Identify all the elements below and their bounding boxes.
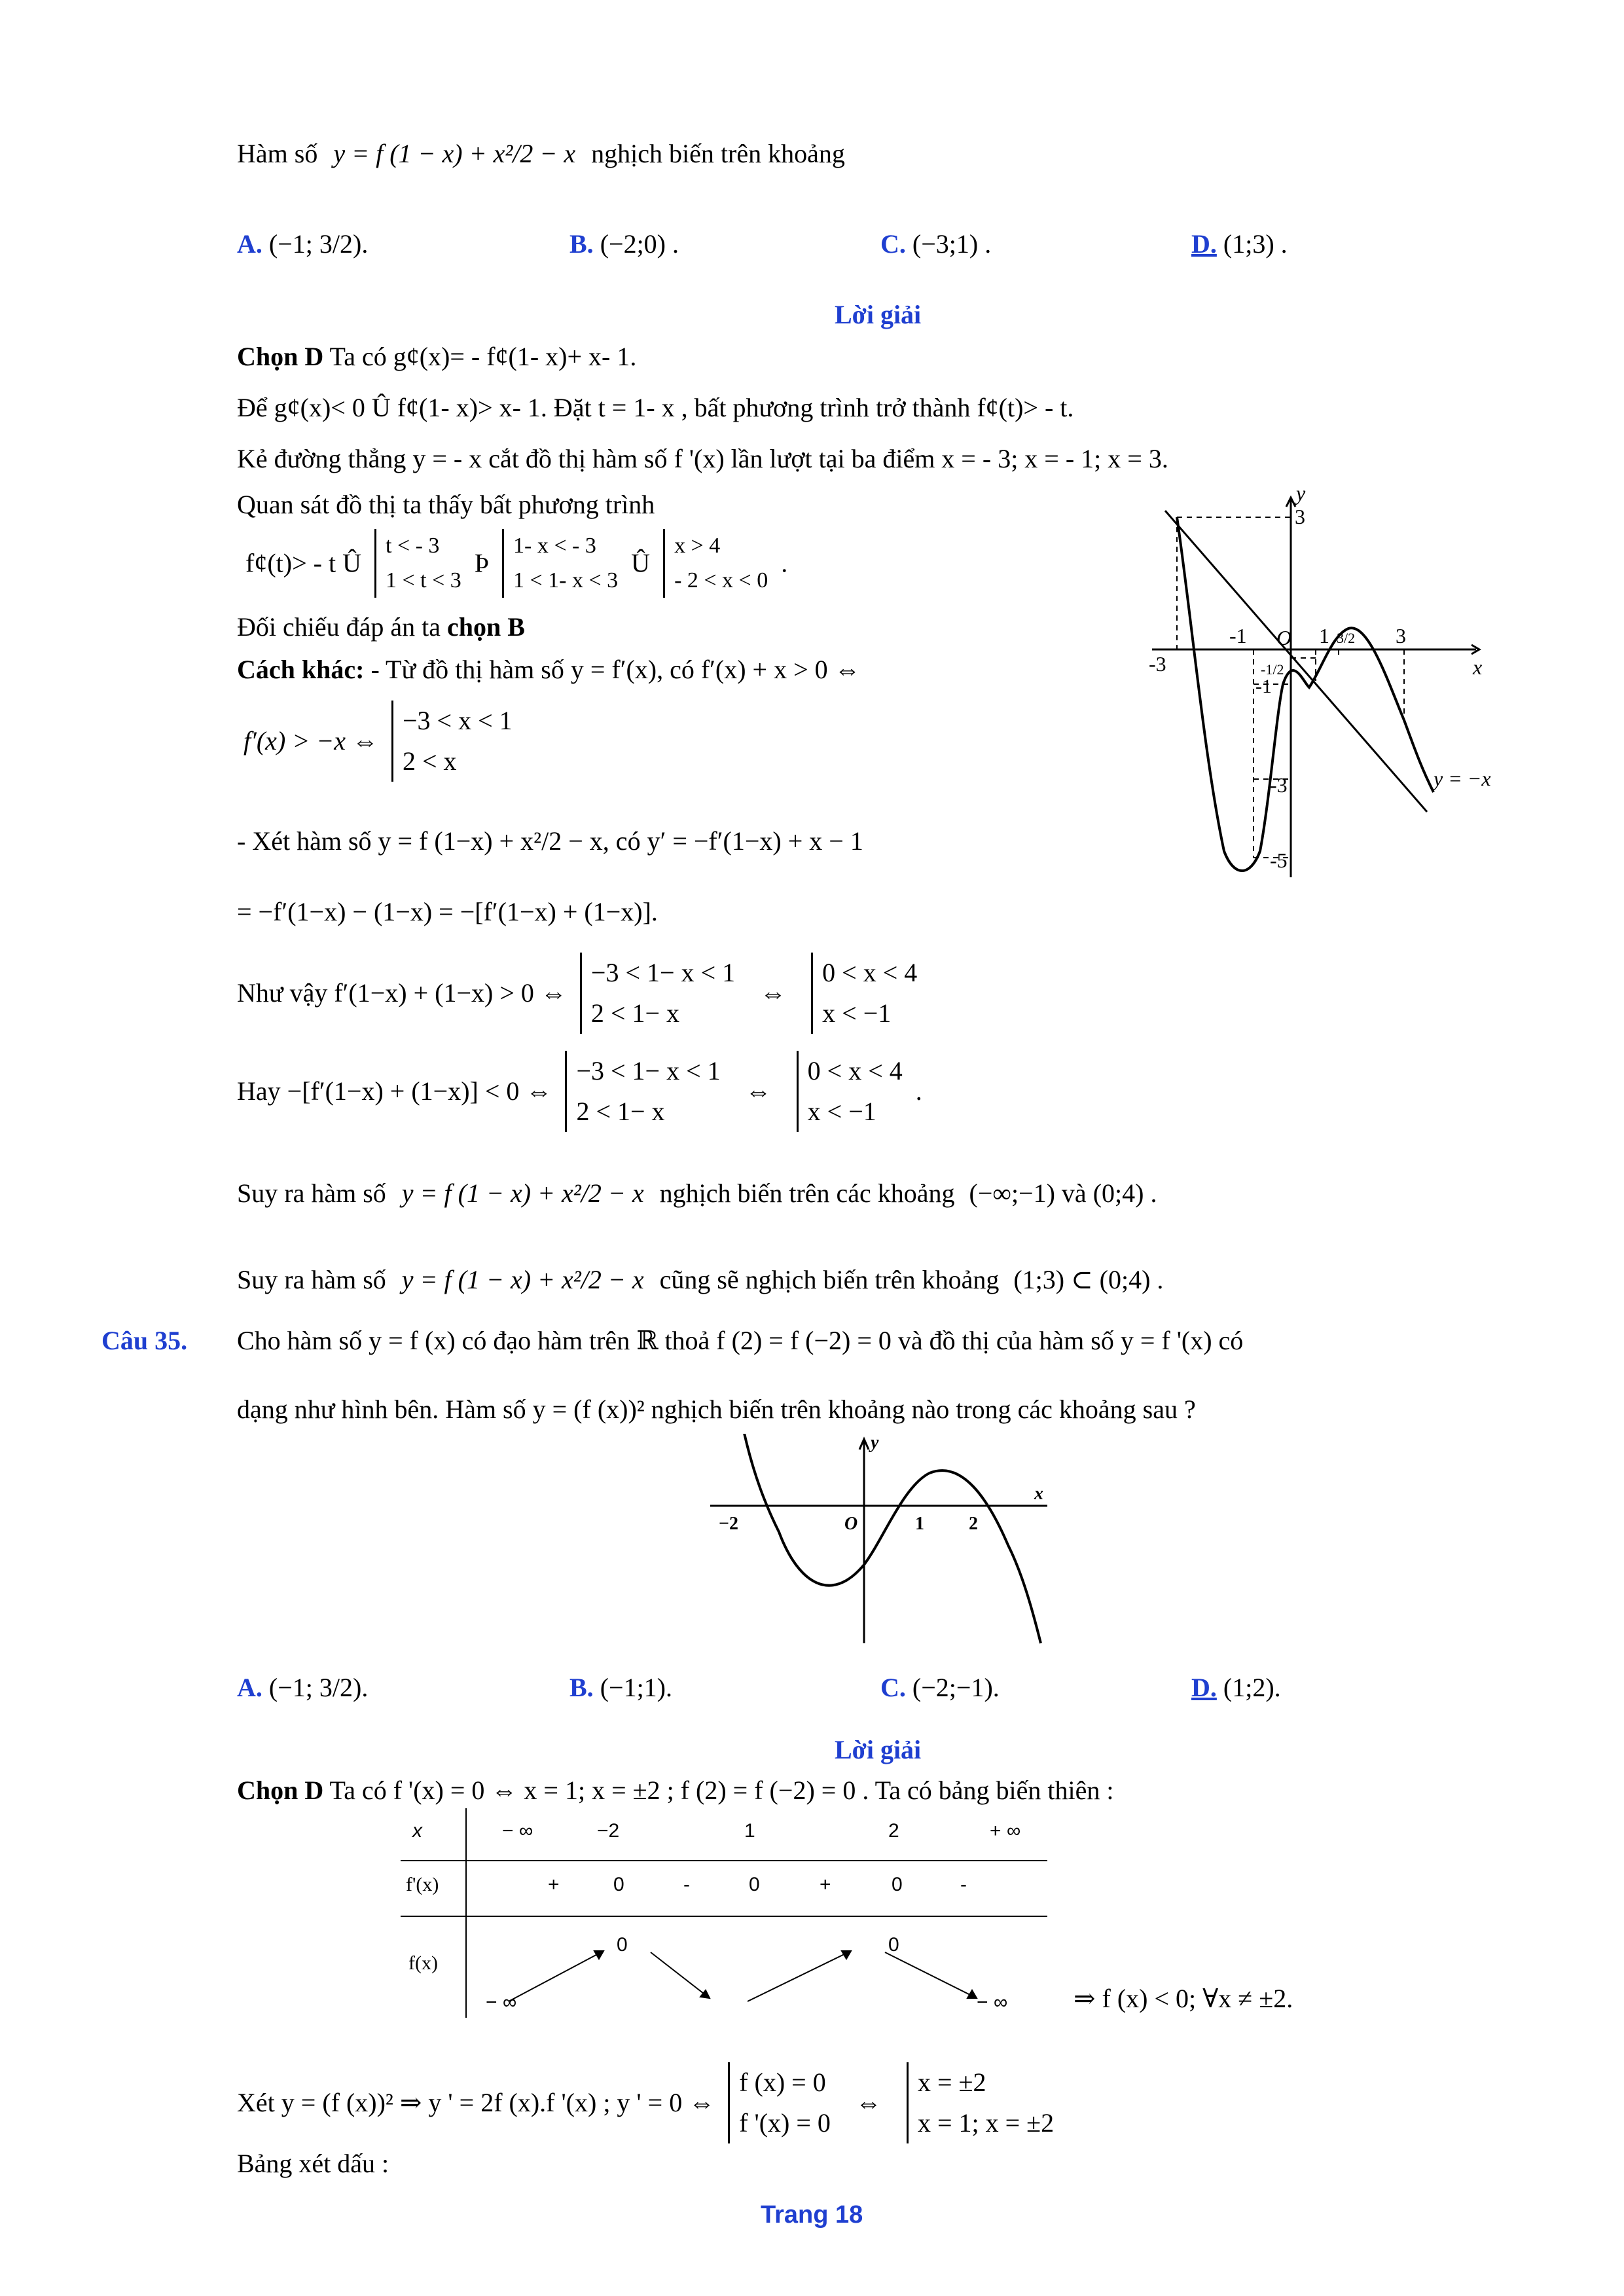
x-value: + ∞	[990, 1820, 1021, 1842]
q34-option-b[interactable]: B. (−2;0) .	[569, 229, 679, 259]
table-conclusion: ⇒ f (x) < 0; ∀x ≠ ±2.	[1074, 1984, 1293, 2013]
fprime-sign: 0	[613, 1874, 624, 1895]
solution2-heading: Lời giải	[835, 1735, 922, 1764]
suy-ra-line2: Suy ra hàm số y = f (1 − x) + x²/2 − x cũng sẽ nghịch biến trên khoảng (1;3) ⊂ (0;4) .	[237, 1265, 1164, 1294]
fprime-sign: -	[960, 1874, 967, 1895]
solution2-line1: Chọn D Ta có f '(x) = 0 ⇔ x = 1; x = ±2 ; f (2) = f (−2) = 0 . Ta có bảng biến thiên :	[237, 1776, 1114, 1805]
q34-stem	[237, 139, 845, 169]
origin-label: O	[1276, 626, 1292, 649]
axis-label-y: y	[871, 1434, 879, 1453]
stem-prefix: Hàm số	[237, 139, 318, 168]
xet-line: - Xét hàm số y = f (1−x) + x²/2 − x, có y′ = −f′(1−x) + x − 1	[237, 826, 863, 856]
variation-table	[401, 1808, 1047, 2018]
tick-neg3-x: -3	[1149, 652, 1166, 676]
q34-option-c[interactable]: C. (−3;1) .	[880, 229, 992, 259]
tick-1-x: 1	[1319, 624, 1329, 647]
axis-label-x: x	[1034, 1484, 1043, 1504]
origin-label: O	[844, 1514, 858, 1534]
tick-1: 1	[915, 1514, 924, 1534]
derivative-line: = −f′(1−x) − (1−x) = −[f′(1−x) + (1−x)].	[237, 897, 658, 926]
q35-number: Câu 35.	[101, 1326, 188, 1355]
stem-expression: y = f (1 − x) + x²/2 − x	[333, 139, 576, 168]
x-value: 2	[888, 1820, 899, 1842]
solution1-line1: Chọn D Ta có g¢(x)= - f¢(1- x)+ x- 1.	[237, 342, 637, 371]
xet-line-2: Xét y = (f (x))² ⇒ y ' = 2f (x).f '(x) ; y ' = 0 ⇔ f (x) = 0 f '(x) = 0 ⇔ x = ±2 x = 1; x = ±2	[237, 2062, 1060, 2143]
solution1-line2: Để g¢(x)< 0 Û f¢(1- x)> x- 1. Đặt t = 1- x , bất phương trình trở thành f¢(t)> - t.	[237, 393, 1074, 422]
tick-neg1-y: -1	[1255, 676, 1272, 697]
f-value: − ∞	[977, 1992, 1008, 2013]
f-prime-curve	[1177, 517, 1434, 871]
derivative-graph-2	[707, 1434, 1060, 1650]
f-value: − ∞	[486, 1992, 517, 2013]
x-value: − ∞	[502, 1820, 533, 1842]
axis-label-x: x	[1473, 655, 1483, 679]
fprime-sign: +	[820, 1874, 831, 1895]
fprime-sign: 0	[749, 1874, 760, 1895]
f-value: 0	[617, 1934, 628, 1956]
tick-2: 2	[969, 1514, 978, 1534]
bang-xet-dau: Bảng xét dấu :	[237, 2149, 389, 2178]
q35-line1: Cho hàm số y = f (x) có đạo hàm trên ℝ thoả f (2) = f (−2) = 0 và đồ thị của hàm số y = f '(x) có	[237, 1326, 1244, 1355]
tick-3-x: 3	[1396, 624, 1406, 647]
stem-suffix: nghịch biến trên khoảng	[591, 139, 845, 168]
fprime-sign: -	[683, 1874, 690, 1895]
tick-neg3-y: -3	[1270, 773, 1288, 797]
f-value: 0	[888, 1934, 899, 1956]
tick-neg-half-y: -1/2	[1261, 661, 1284, 678]
derivative-graph-1	[1146, 484, 1551, 890]
q35-line2: dạng như hình bên. Hàm số y = (f (x))² nghịch biến trên khoảng nào trong các khoảng sau ?	[237, 1394, 1196, 1424]
line-label: y = −x	[1434, 767, 1491, 790]
q34-option-d[interactable]: D. (1;3) .	[1191, 229, 1288, 259]
x-value: −2	[597, 1820, 620, 1842]
tick-3-2-x: 3/2	[1337, 630, 1356, 646]
fprime-sign: +	[548, 1874, 560, 1895]
fprime-sign: 0	[892, 1874, 903, 1895]
solution1-system: f¢(t)> - t Û t < - 3 1 < t < 3 Þ 1- x < - 3 1 < 1- x < 3 Û x > 4 - 2 < x < 0 .	[245, 529, 787, 598]
row-f-label: f(x)	[408, 1952, 438, 1974]
line-y-neg-x	[1165, 511, 1427, 812]
q35-option-d[interactable]: D. (1;2).	[1191, 1673, 1281, 1702]
x-value: 1	[744, 1820, 755, 1842]
q34-option-a[interactable]: A. (−1; 3/2).	[237, 229, 369, 259]
f-prime-curve-2	[743, 1434, 1041, 1643]
solution1-line4: Quan sát đồ thị ta thấy bất phương trình	[237, 490, 655, 519]
nhu-vay-line: Như vậy f′(1−x) + (1−x) > 0 ⇔ −3 < 1− x < 1 2 < 1− x ⇔ 0 < x < 4 x < −1	[237, 953, 924, 1034]
axis-label-y: y	[1296, 484, 1306, 505]
tick-3-y: 3	[1295, 505, 1305, 528]
solution-heading: Lời giải	[835, 300, 922, 329]
alt-method-line2: f′(x) > −x ⇔ −3 < x < 1 2 < x	[244, 701, 519, 782]
tick-neg1-x: -1	[1229, 624, 1247, 647]
hay-line: Hay −[f′(1−x) + (1−x)] < 0 ⇔ −3 < 1− x < 1 2 < 1− x ⇔ 0 < x < 4 x < −1 .	[237, 1051, 922, 1132]
suy-ra-line1: Suy ra hàm số y = f (1 − x) + x²/2 − x nghịch biến trên các khoảng (−∞;−1) và (0;4) .	[237, 1178, 1157, 1208]
row-fprime-label: f'(x)	[406, 1874, 439, 1895]
solution1-line3: Kẻ đường thẳng y = - x cắt đồ thị hàm số f '(x) lần lượt tại ba điểm x = - 3; x = - 1; x = 3.	[237, 444, 1168, 473]
page-footer: Trang 18	[761, 2201, 863, 2229]
q35-option-a[interactable]: A. (−1; 3/2).	[237, 1673, 369, 1702]
q35-option-c[interactable]: C. (−2;−1).	[880, 1673, 1000, 1702]
tick-neg5-y: -5	[1270, 848, 1288, 872]
alt-method-line1: Cách khác: - Từ đồ thị hàm số y = f′(x), có f′(x) + x > 0 ⇔	[237, 655, 861, 684]
solution1-line6: Đối chiếu đáp án ta chọn B	[237, 612, 525, 642]
tick-neg2: −2	[719, 1514, 738, 1534]
q35-option-b[interactable]: B. (−1;1).	[569, 1673, 672, 1702]
row-x-label: x	[412, 1820, 422, 1842]
